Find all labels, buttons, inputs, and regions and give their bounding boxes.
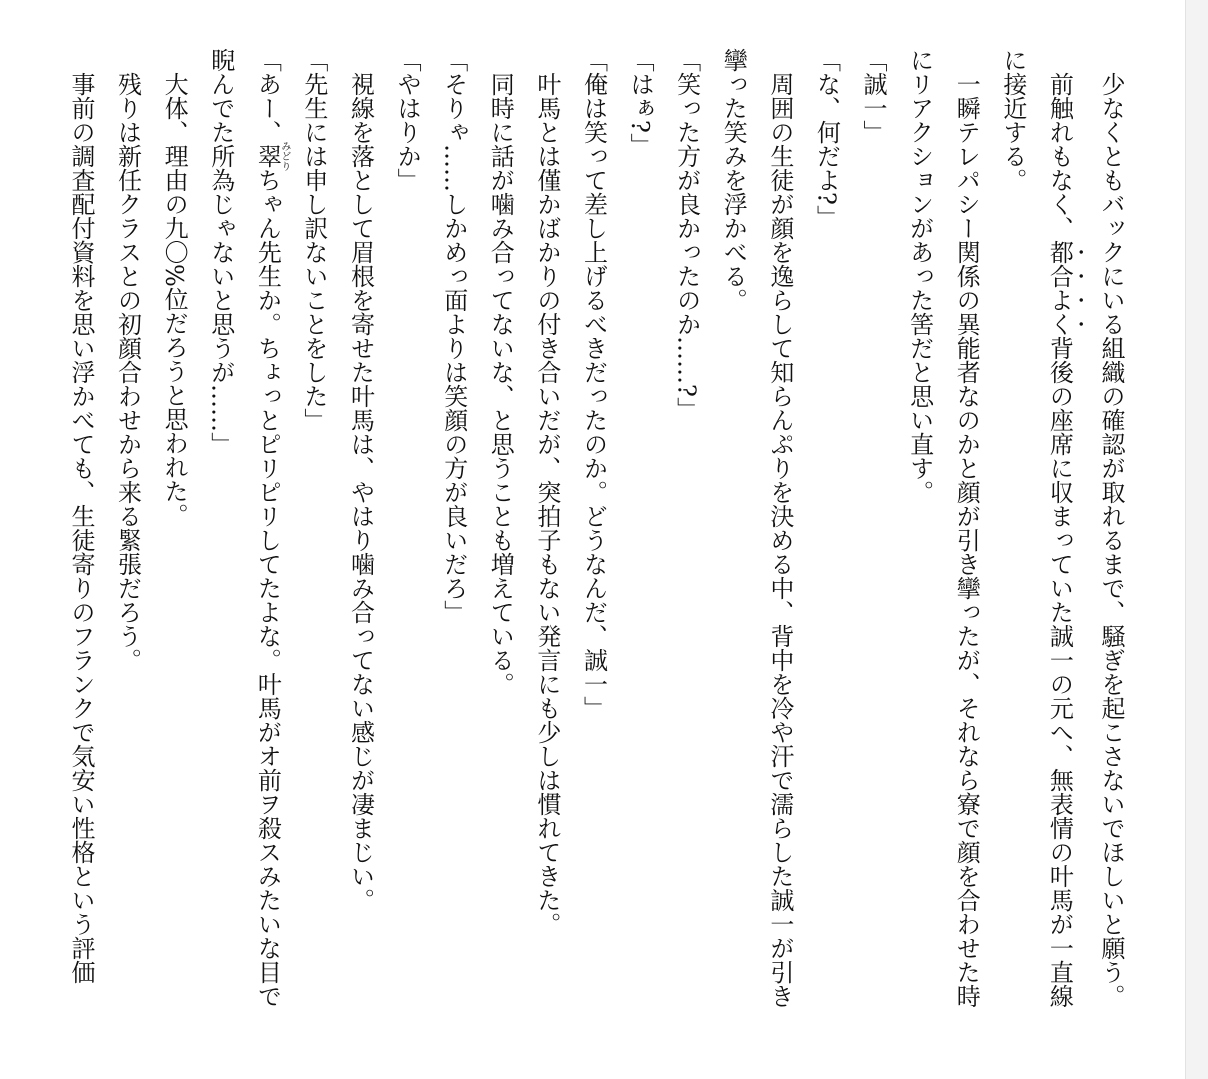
emphasized-text: 都合よく [1045,240,1074,336]
text-line-7: 「な、何だよ?」 [812,48,841,229]
text-line-12: 「俺は笑って差し上げるべきだったのか。どうなんだ、誠一」 [579,48,608,720]
text-line-10: 「笑った方が良かったのか……?」 [672,48,701,421]
text-line-6: 「誠一」 [859,48,888,144]
text-line-4: 一瞬テレパシー関係の異能者なのかと顔が引き攣ったが、それなら寮で顔を合わせた時 [952,48,981,1008]
ruby-annotation [253,141,290,171]
text-line-9: 攣った笑みを浮かべる。 [719,48,748,312]
text-line-21: 大体、理由の九〇%位だろうと思われた。 [160,48,189,527]
text-line-18: 「先生には申し訳ないことをした」 [299,48,328,432]
text-line-19-a: 「あー、 [253,48,282,144]
text-line-20: 睨んでた所為じゃないと思うが……」 [206,48,235,456]
scrollbar-track[interactable] [1185,0,1208,1079]
text-line-2 [1036,48,1088,1048]
text-line-11: 「はぁ?」 [626,48,655,157]
text-line-13: 叶馬とは僅かばかりの付き合いだが、突拍子もない発言にも少しは慣れてきた。 [532,48,561,936]
ruby-base: 翠 [253,141,282,171]
text-line-3: に接近する。 [998,48,1027,192]
text-line-14: 同時に話が噛み合ってないな、と思うことも増えている。 [486,48,515,696]
text-line-2-b: 背後の座席に収まっていた誠一の元へ、無表情の叶馬が一直線 [1045,336,1074,1008]
text-line-2-a: 前触れもなく、 [1045,48,1074,240]
text-line-8: 周囲の生徒が顔を逸らして知らんぷりを決める中、背中を冷や汗で濡らした誠一が引き [765,48,794,1008]
text-line-15: 「そりゃ……しかめっ面よりは笑顔の方が良いだろ」 [439,48,468,624]
text-line-5: にリアクションがあった筈だと思い直す。 [905,48,934,504]
text-line-1: 少なくともバックにいる組織の確認が取れるまで、騒ぎを起こさないでほしいと願う。 [1097,48,1125,1008]
text-line-19 [244,48,291,1048]
text-line-17: 視線を落として眉根を寄せた叶馬は、やはり噛み合ってない感じが凄まじい。 [346,48,375,912]
text-line-16: 「やはりか」 [393,48,422,192]
text-line-22: 残りは新任クラスとの初顔合わせから来る緊張だろう。 [113,48,142,672]
text-line-19-b: ちゃん先生か。ちょっとピリピリしてたよな。叶馬がオ前ヲ殺スみたいな目で [253,168,282,1008]
vertical-text-body [57,48,1134,1048]
text-line-23: 事前の調査配付資料を思い浮かべても、生徒寄りのフランクで気安い性格という評価 [66,48,95,984]
ruby-reading: みどり [278,141,290,171]
